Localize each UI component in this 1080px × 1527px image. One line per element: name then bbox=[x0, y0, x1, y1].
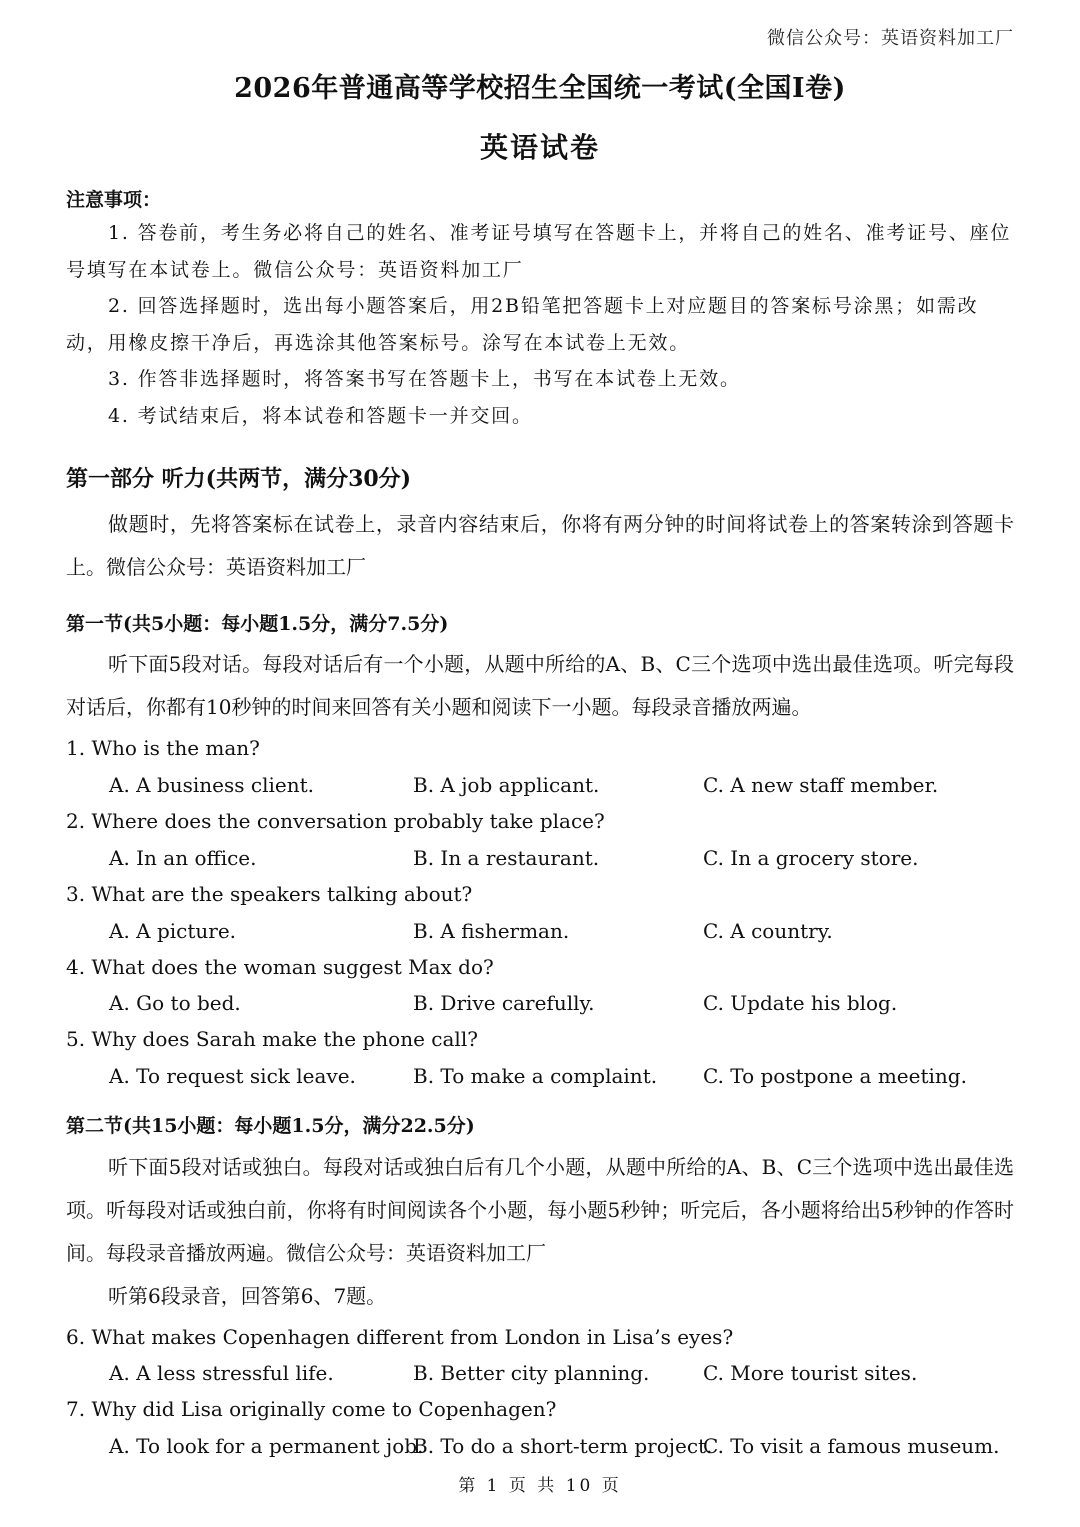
q7-option-a: A. To look for a permanent job. bbox=[109, 1434, 424, 1458]
q3-option-c: C. A country. bbox=[703, 919, 833, 943]
q2-option-a: A. In an office. bbox=[109, 846, 257, 870]
q6-option-a: A. A less stressful life. bbox=[109, 1361, 334, 1385]
q6-option-c: C. More tourist sites. bbox=[703, 1361, 918, 1385]
exam-subtitle: 英语试卷 bbox=[479, 131, 600, 164]
section2-intro bbox=[66, 1146, 1014, 1318]
q7-option-b: B. To do a short-term project. bbox=[413, 1434, 713, 1458]
q6-option-b: B. Better city planning. bbox=[413, 1361, 650, 1385]
section2-intro-text: 听下面5段对话或独白。每段对话或独白后有几个小题，从题中所给的A、B、C三个选项中选出最佳选项。听每段对话或独白前，你将有时间阅读各个小题，每小题5秒钟；听完后，各小题将给出5秒钟的作答时间。每段录音播放两遍。微信公众号：英语资料加工厂 bbox=[66, 1155, 1014, 1265]
notice-item: 3. 作答非选择题时，将答案书写在答题卡上，书写在本试卷上无效。 bbox=[108, 368, 741, 390]
notice-heading: 注意事项： bbox=[66, 189, 162, 211]
part1-heading: 第一部分 听力(共两节，满分30分) bbox=[66, 466, 412, 492]
question-7: 7. Why did Lisa originally come to Copenhagen? bbox=[66, 1397, 557, 1421]
section2-heading: 第二节(共15小题：每小题1.5分，满分22.5分) bbox=[66, 1115, 475, 1137]
notice-item: 1. 答卷前，考生务必将自己的姓名、准考证号填写在答题卡上，并将自己的姓名、准考证号、座位号填写在本试卷上。微信公众号：英语资料加工厂 bbox=[66, 222, 1012, 281]
question-6: 6. What makes Copenhagen different from London in Lisa’s eyes? bbox=[66, 1325, 734, 1349]
notice-item: 2. 回答选择题时，选出每小题答案后，用2B铅笔把答题卡上对应题目的答案标号涂黑；如需改动，用橡皮擦干净后，再选涂其他答案标号。涂写在本试卷上无效。 bbox=[66, 295, 979, 354]
q4-option-a: A. Go to bed. bbox=[109, 991, 241, 1015]
notice-item: 4. 考试结束后，将本试卷和答题卡一并交回。 bbox=[108, 404, 533, 427]
question-5: 5. Why does Sarah make the phone call? bbox=[66, 1027, 478, 1051]
q1-option-b: B. A job applicant. bbox=[413, 773, 600, 797]
question-4: 4. What does the woman suggest Max do? bbox=[66, 955, 494, 979]
q3-option-b: B. A fisherman. bbox=[413, 919, 570, 943]
question-1: 1. Who is the man? bbox=[66, 736, 260, 760]
question-2: 2. Where does the conversation probably take place? bbox=[66, 809, 605, 833]
q5-option-a: A. To request sick leave. bbox=[109, 1064, 356, 1088]
question-3: 3. What are the speakers talking about? bbox=[66, 882, 473, 906]
q4-option-b: B. Drive carefully. bbox=[413, 991, 595, 1015]
page-footer: 第 1 页 共 10 页 bbox=[458, 1476, 622, 1496]
part1-intro bbox=[66, 503, 1014, 589]
watermark: 微信公众号：英语资料加工厂 bbox=[767, 28, 1014, 49]
section2-instruction: 听第6段录音，回答第6、7题。 bbox=[108, 1284, 387, 1308]
q7-option-c: C. To visit a famous museum. bbox=[703, 1434, 1000, 1458]
section1-heading: 第一节(共5小题：每小题1.5分，满分7.5分) bbox=[66, 613, 449, 635]
exam-title: 2026年普通高等学校招生全国统一考试(全国I卷) bbox=[234, 73, 846, 104]
q4-option-c: C. Update his blog. bbox=[703, 991, 898, 1015]
q1-option-c: C. A new staff member. bbox=[703, 773, 939, 797]
q5-option-b: B. To make a complaint. bbox=[413, 1064, 658, 1088]
q3-option-a: A. A picture. bbox=[109, 919, 237, 943]
section1-intro bbox=[66, 643, 1014, 729]
part1-intro-text: 做题时，先将答案标在试卷上，录音内容结束后，你将有两分钟的时间将试卷上的答案转涂到答题卡上。微信公众号：英语资料加工厂 bbox=[66, 512, 1014, 579]
q2-option-b: B. In a restaurant. bbox=[413, 846, 600, 870]
q2-option-c: C. In a grocery store. bbox=[703, 846, 919, 870]
section1-intro-text: 听下面5段对话。每段对话后有一个小题，从题中所给的A、B、C三个选项中选出最佳选项。听完每段对话后，你都有10秒钟的时间来回答有关小题和阅读下一小题。每段录音播放两遍。 bbox=[66, 652, 1014, 719]
q1-option-a: A. A business client. bbox=[109, 773, 315, 797]
notice-list bbox=[66, 215, 1014, 434]
q5-option-c: C. To postpone a meeting. bbox=[703, 1064, 967, 1088]
